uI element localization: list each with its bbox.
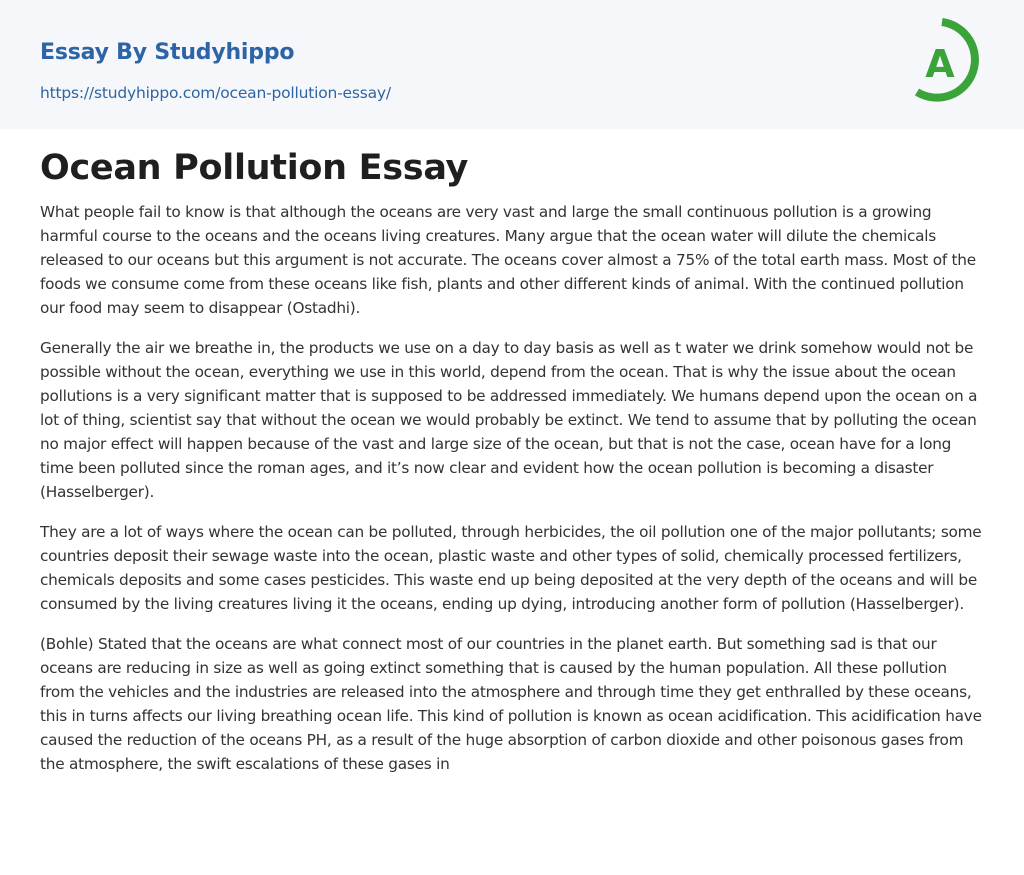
logo-letter: A: [925, 42, 955, 86]
essay-paragraph-2: Generally the air we breathe in, the products we use on a day to day basis as well as t water we drink somehow would not be possible without the ocean, everything we use in this world, depend from the ocean. That is why the issue about the ocean pollutions is a very significant matter that is supposed to be addressed immediately. We humans depend upon the ocean on a lot of thing, scientist say that without the ocean we would probably be extinct. We tend to assume that by polluting the ocean no major effect will happen because of the vast and large size of the ocean, but that is not the case, ocean have for a long time been polluted since the roman ages, and it’s now clear and evident how the ocean pollution is becoming a disaster (Hasselberger).: [40, 339, 978, 501]
essay-paragraph-1: What people fail to know is that although the oceans are very vast and large the small continuous pollution is a growing harmful course to the oceans and the oceans living creatures. Many argue that the ocean water will dilute the chemicals released to our oceans but this argument is not accurate. The oceans cover almost a 75% of the total earth mass. Most of the foods we consume come from these oceans like fish, plants and other different kinds of animal. With the continued pollution our food may seem to disappear (Ostadhi).: [40, 203, 976, 317]
essay-url-link[interactable]: https://studyhippo.com/ocean-pollution-essay/: [40, 84, 391, 102]
essay-paragraph-4: (Bohle) Stated that the oceans are what connect most of our countries in the planet earth. But something sad is that our oceans are reducing in size as well as going extinct something that is caused by the human population. All these pollution from the vehicles and the industries are released into the atmosphere and through time they get enthralled by these oceans, this in turns affects our living breathing ocean life. This kind of pollution is known as ocean acidification. This acidification have caused the reduction of the oceans PH, as a result of the huge absorption of carbon dioxide and other poisonous gases from the atmosphere, the swift escalations of these gases in: [40, 635, 982, 773]
site-header: [0, 0, 1024, 129]
essay-title: Ocean Pollution Essay: [40, 148, 469, 188]
site-brand[interactable]: Essay By Studyhippo: [40, 40, 295, 65]
studyhippo-logo-icon[interactable]: [904, 14, 992, 114]
essay-paragraph-3: They are a lot of ways where the ocean can be polluted, through herbicides, the oil pollution one of the major pollutants; some countries deposit their sewage waste into the ocean, plastic waste and other types of solid, chemically processed fertilizers, chemicals deposits and some cases pesticides. This waste end up being deposited at the very depth of the oceans and will be consumed by the living creatures living it the oceans, ending up dying, introducing another form of pollution (Hasselberger).: [40, 523, 982, 613]
essay-content: [40, 148, 984, 792]
